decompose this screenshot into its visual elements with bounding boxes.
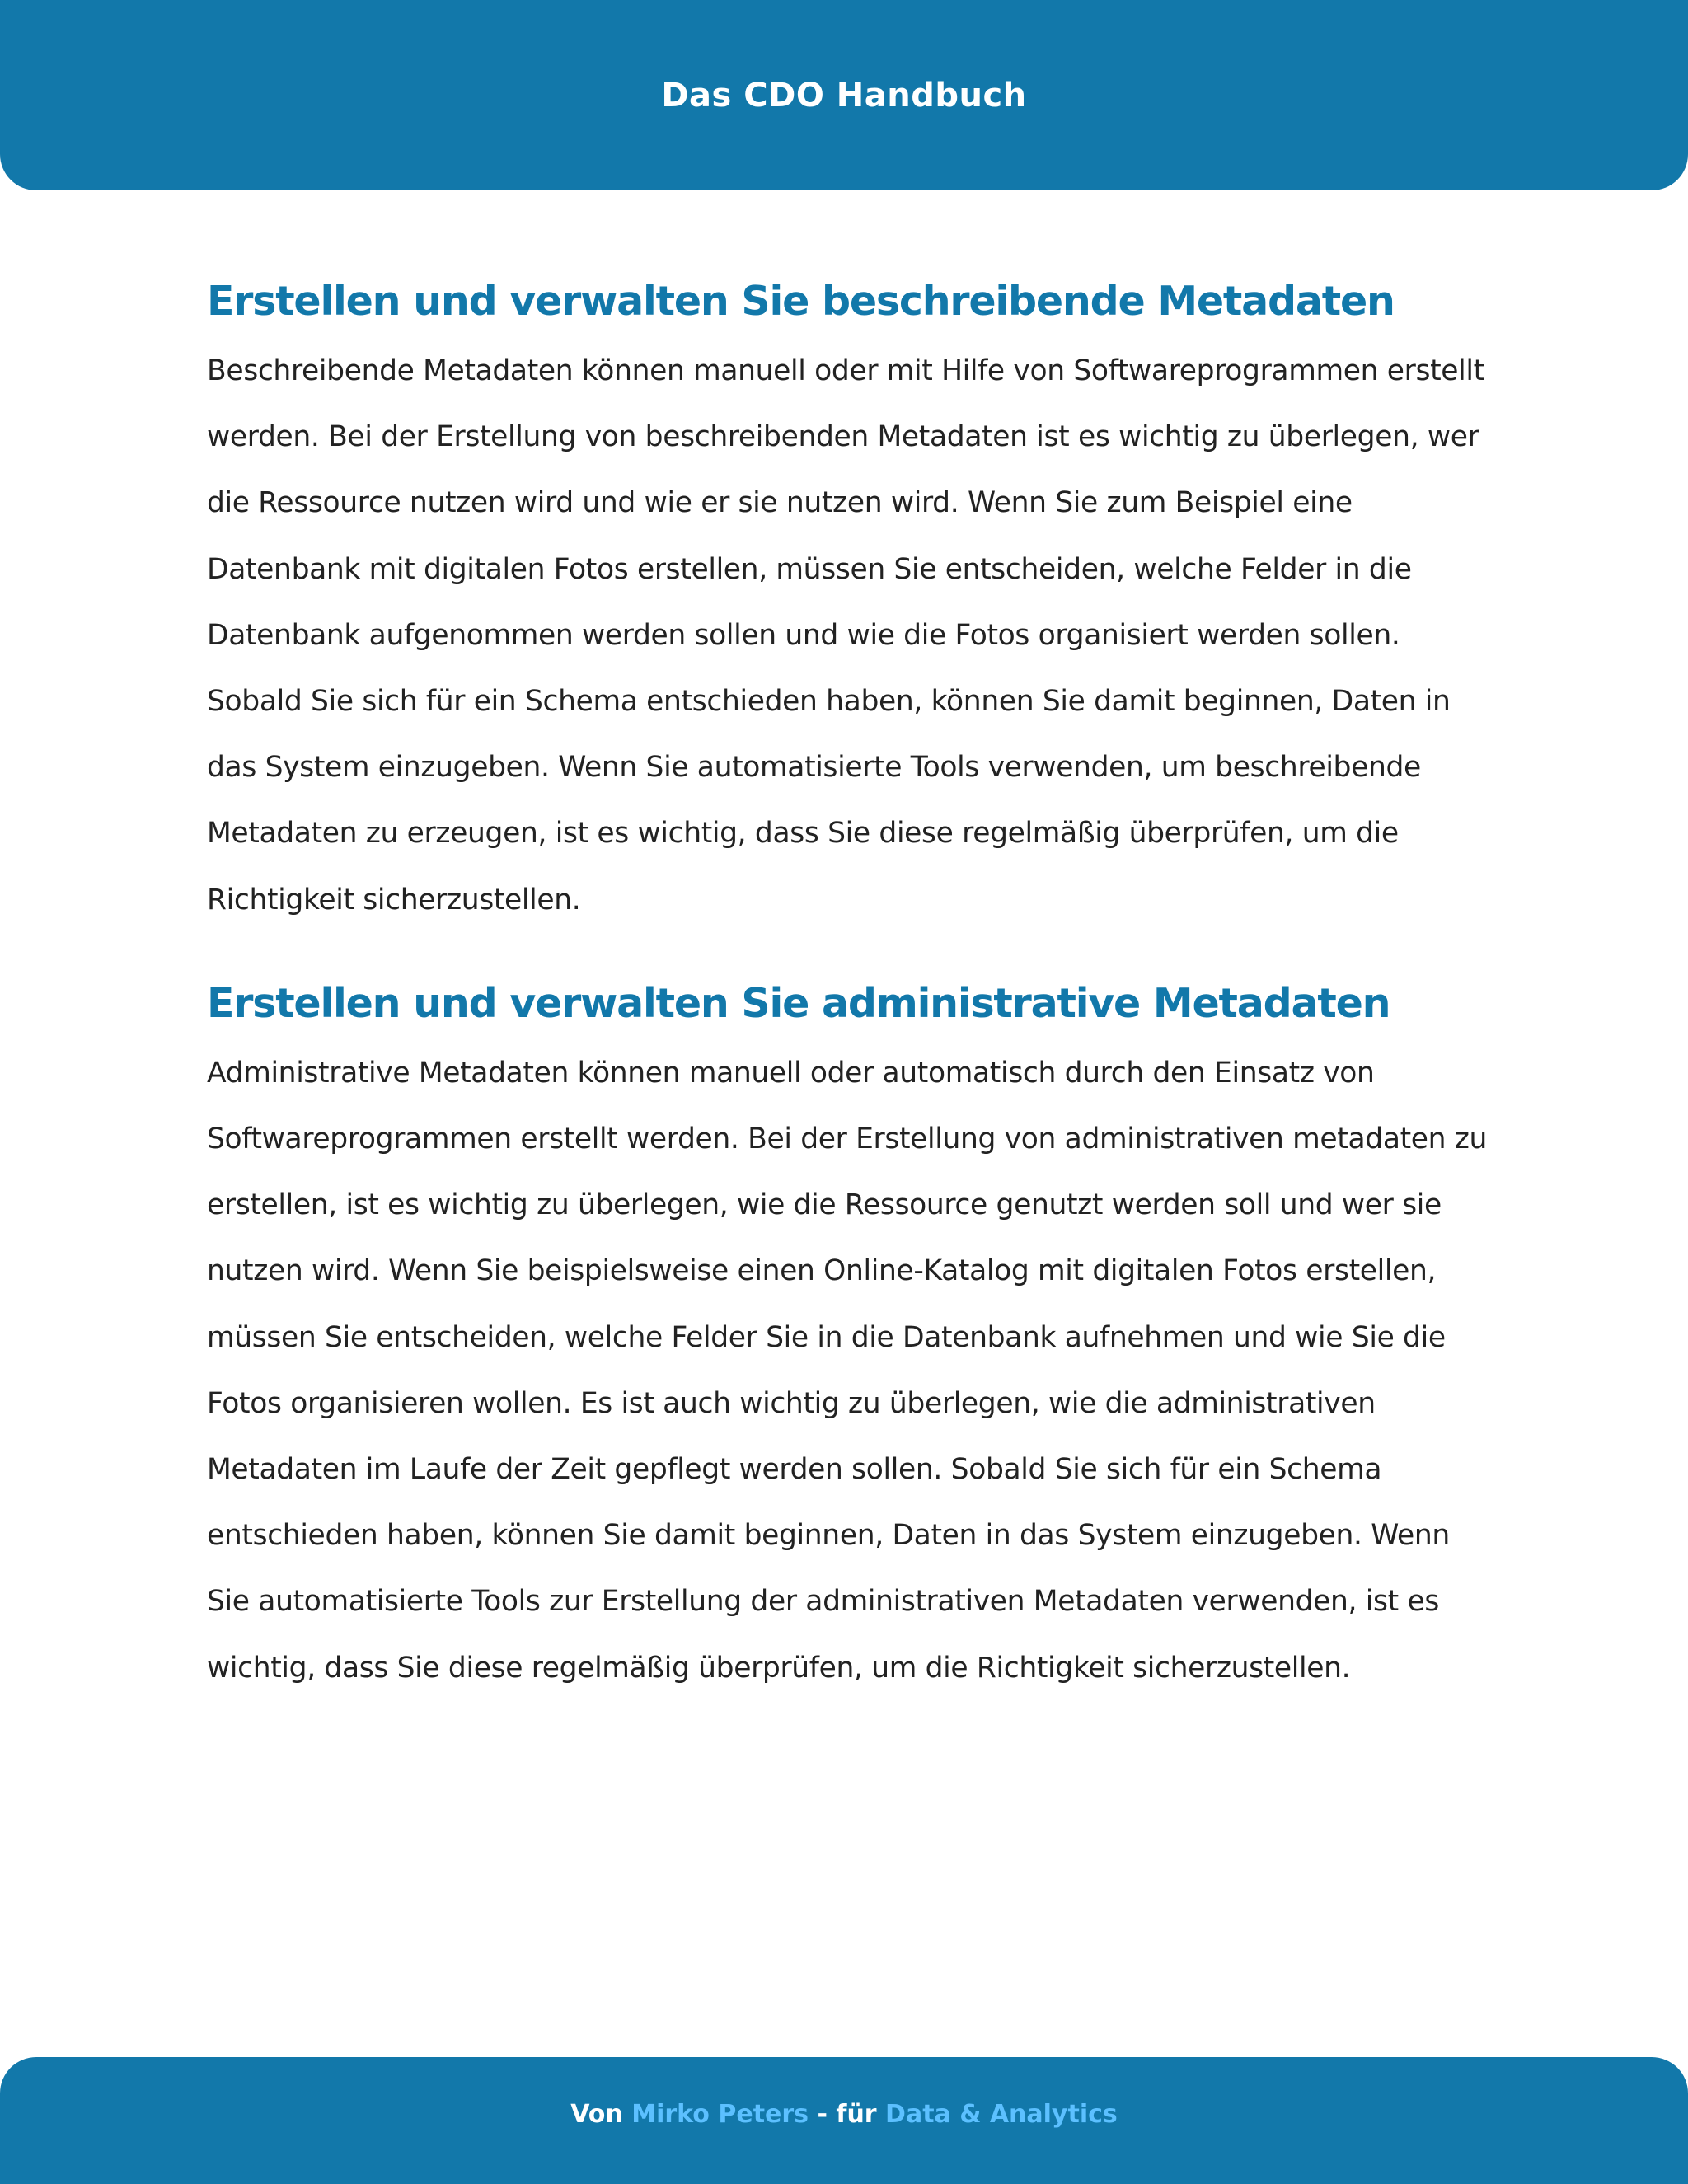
descriptive-metadata-heading: Erstellen und verwalten Sie beschreibende Metadaten <box>207 278 1395 325</box>
administrative-metadata-paragraph: Administrative Metadaten können manuell oder automatisch durch den Einsatz von Softwareprogrammen erstellt werden. Bei der Erstellung von administrativen metadaten zu erstellen, ist es wichtig zu überlegen, wie die Ressource genutzt werden soll und wer sie nutzen wird. Wenn Sie beispielsweise einen Online-Katalog mit digitalen Fotos erstellen, müssen Sie entscheiden, welche Felder Sie in die Datenbank aufnehmen und wie Sie die Fotos organisieren wollen. Es ist auch wichtig zu überlegen, wie die administrativen Metadaten im Laufe der Zeit gepflegt werden sollen. Sobald Sie sich für ein Schema entschieden haben, können Sie damit beginnen, Daten in das System einzugeben. Wenn Sie automatisierte Tools zur Erstellung der administrativen Metadaten verwenden, ist es wichtig, dass Sie diese regelmäßig überprüfen, um die Richtigkeit sicherzustellen. <box>207 1056 1488 1685</box>
page-footer <box>0 2057 1688 2184</box>
administrative-metadata-section <box>207 968 1493 1701</box>
footer-author-name: Mirko Peters <box>631 2100 809 2129</box>
footer-middle: - für <box>809 2100 886 2129</box>
document-content <box>207 265 1493 1701</box>
document-title: Das CDO Handbuch <box>661 77 1027 115</box>
administrative-metadata-heading: Erstellen und verwalten Sie administrative Metadaten <box>207 979 1390 1027</box>
footer-organization-name: Data & Analytics <box>885 2100 1118 2129</box>
footer-prefix: Von <box>570 2100 632 2129</box>
page-header <box>0 0 1688 190</box>
footer-credit <box>0 2097 1688 2132</box>
descriptive-metadata-section <box>207 265 1493 933</box>
descriptive-metadata-paragraph: Beschreibende Metadaten können manuell oder mit Hilfe von Softwareprogrammen erstellt werden. Bei der Erstellung von beschreibenden Metadaten ist es wichtig zu überlegen, wer die Ressource nutzen wird und wie er sie nutzen wird. Wenn Sie zum Beispiel eine Datenbank mit digitalen Fotos erstellen, müssen Sie entscheiden, welche Felder in die Datenbank aufgenommen werden sollen und wie die Fotos organisiert werden sollen. Sobald Sie sich für ein Schema entschieden haben, können Sie damit beginnen, Daten in das System einzugeben. Wenn Sie automatisierte Tools verwenden, um beschreibende Metadaten zu erzeugen, ist es wichtig, dass Sie diese regelmäßig überprüfen, um die Richtigkeit sicherzustellen. <box>207 354 1484 916</box>
